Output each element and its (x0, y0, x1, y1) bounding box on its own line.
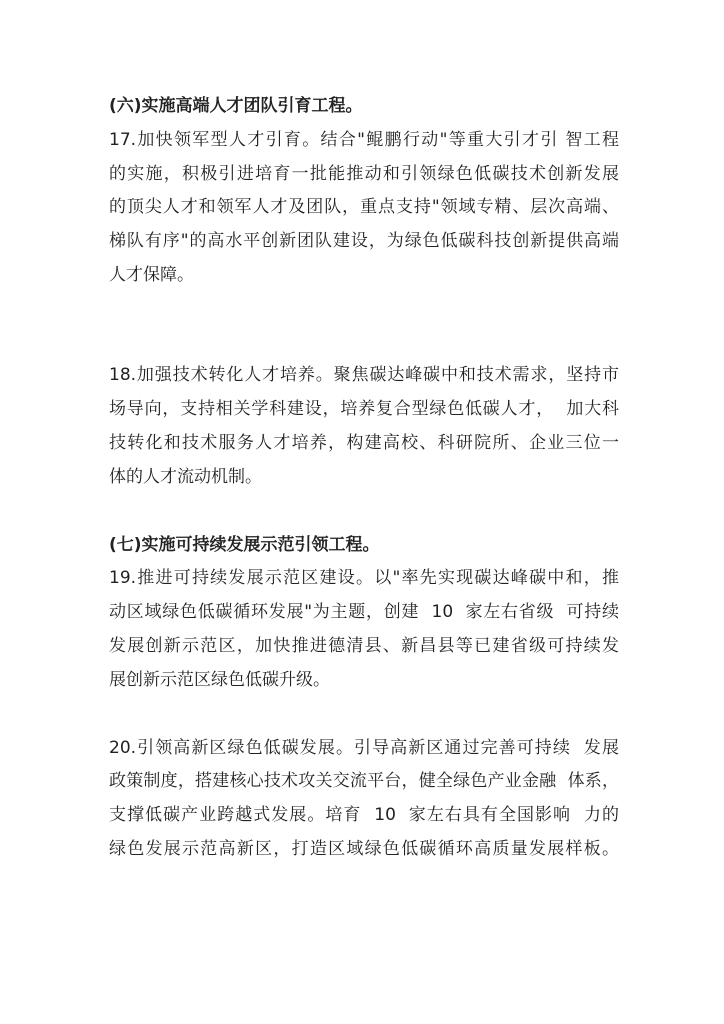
text-line: 场导向，支持相关学科建设，培养复合型绿色低碳人才， 加大科 (109, 399, 619, 419)
text-line: 的顶尖人才和领军人才及团队，重点支持"领域专精、层次高端、 (109, 197, 619, 217)
text-line: 人才保障。 (109, 265, 194, 285)
text-line: 梯队有序"的高水平创新团队建设，为绿色低碳科技创新提供高端 (109, 231, 619, 251)
text-line: 20.引领高新区绿色低碳发展。引导高新区通过完善可持续 发展 (109, 738, 619, 758)
text-line: 18.加强技术转化人才培养。聚焦碳达峰碳中和技术需求，坚持市 (109, 365, 619, 385)
text-line: 体的人才流动机制。 (109, 467, 262, 487)
text-line: 绿色发展示范高新区，打造区域绿色低碳循环高质量发展样板。 (109, 839, 619, 859)
section-heading: (七)实施可持续发展示范引领工程。 (109, 535, 380, 555)
text-line: 技转化和技术服务人才培养，构建高校、科研院所、企业三位一 (109, 433, 619, 453)
text-line: 19.推进可持续发展示范区建设。以"率先实现碳达峰碳中和，推 (109, 568, 619, 588)
text-line: 发展创新示范区，加快推进德清县、新昌县等已建省级可持续发 (109, 636, 619, 656)
text-line: 17.加快领军型人才引育。结合"鲲鹏行动"等重大引才引 智工程 (109, 130, 619, 150)
section-heading: (六)实施高端人才团队引育工程。 (109, 96, 363, 116)
text-line: 展创新示范区绿色低碳升级。 (109, 670, 330, 690)
text-line: 动区域绿色低碳循环发展"为主题，创建 10 家左右省级 可持续 (109, 602, 619, 622)
text-line: 政策制度，搭建核心技术攻关交流平台，健全绿色产业金融 体系， (109, 771, 619, 791)
text-line: 的实施，积极引进培育一批能推动和引领绿色低碳技术创新发展 (109, 164, 619, 184)
text-line: 支撑低碳产业跨越式发展。培育 10 家左右具有全国影响 力的 (109, 805, 619, 825)
